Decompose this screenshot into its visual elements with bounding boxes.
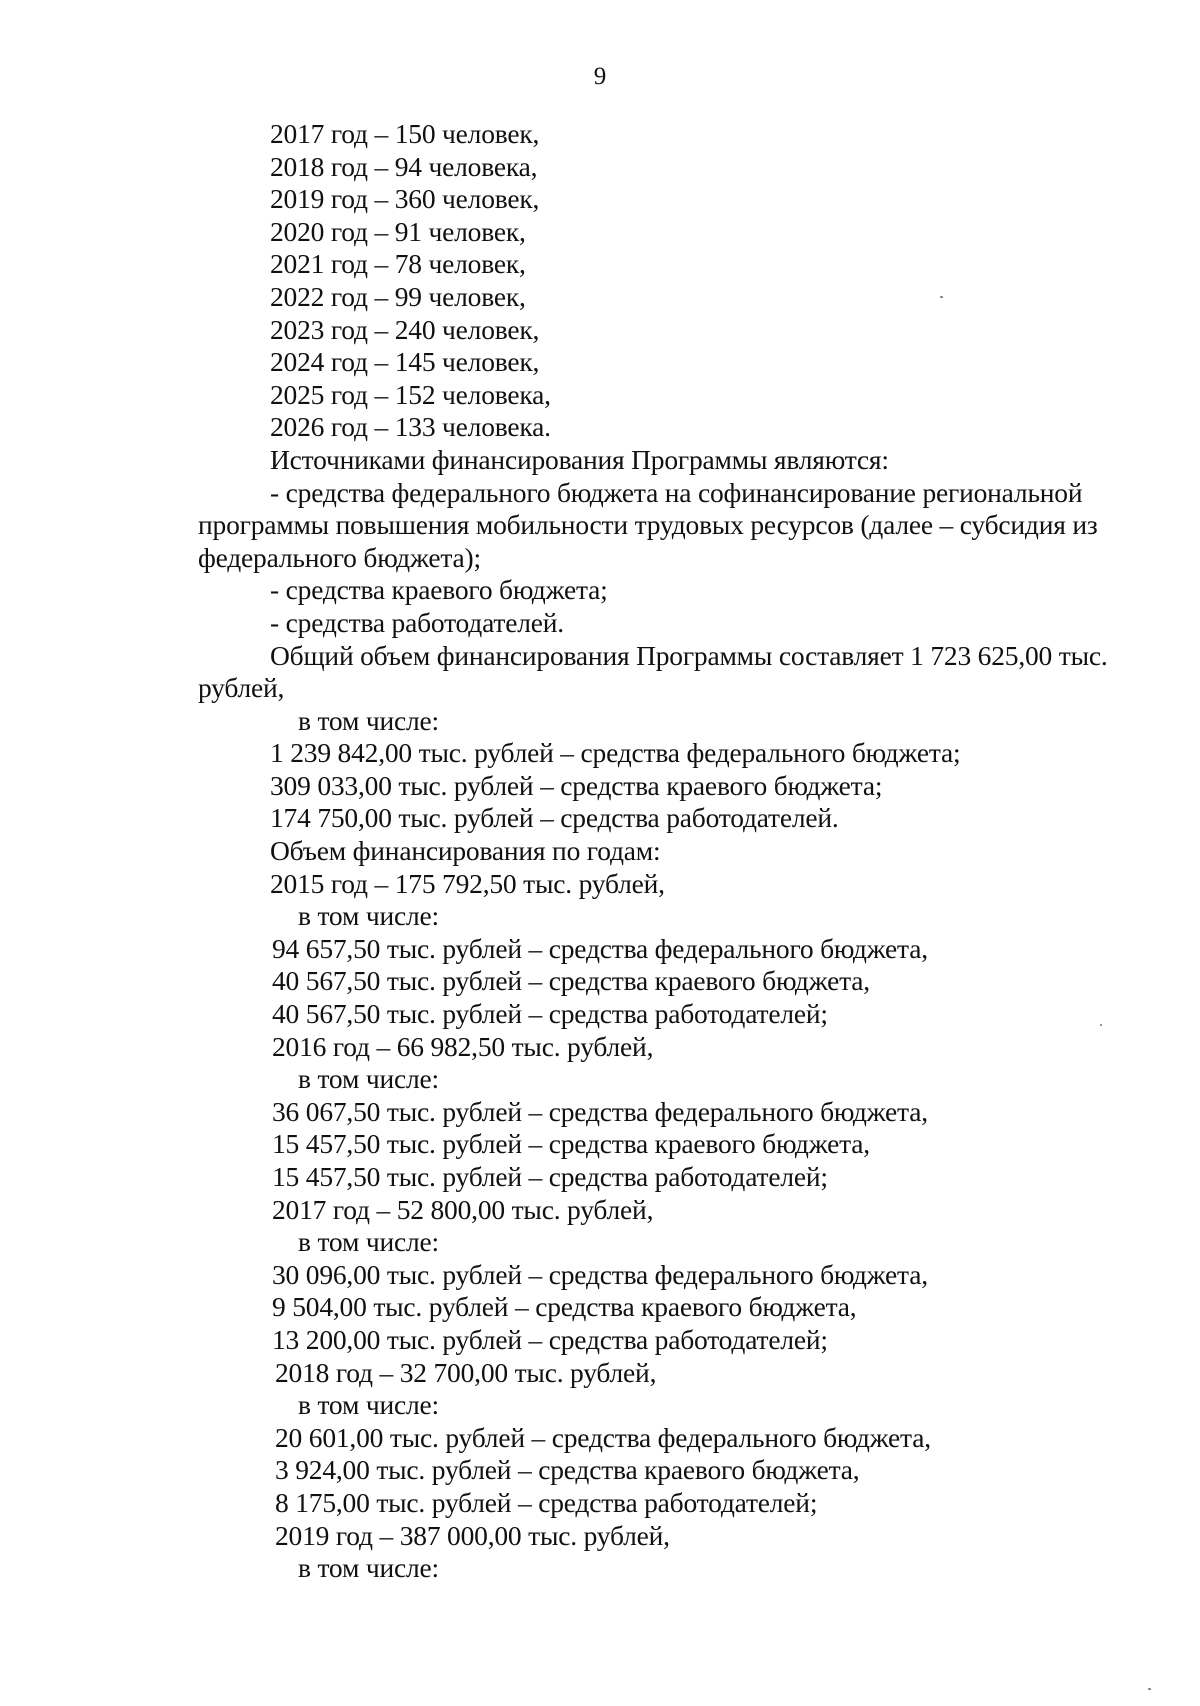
text-line: 2015 год – 175 792,50 тыс. рублей, [270, 867, 665, 899]
text-line: в том числе: [298, 1063, 439, 1095]
text-line: - средства работодателей. [270, 606, 564, 638]
text-line: рублей, [198, 672, 285, 704]
text-line: 2016 год – 66 982,50 тыс. рублей, [272, 1030, 654, 1062]
text-line: в том числе: [298, 1552, 439, 1584]
text-line: 94 657,50 тыс. рублей – средства федерального бюджета, [272, 932, 928, 964]
scan-speck [1100, 1024, 1102, 1026]
text-line: в том числе: [298, 900, 439, 932]
text-line: в том числе: [298, 704, 439, 736]
text-line: 20 601,00 тыс. рублей – средства федерального бюджета, [275, 1421, 931, 1453]
text-line: - средства краевого бюджета; [270, 574, 608, 606]
text-line: федерального бюджета); [198, 541, 481, 573]
text-line: программы повышения мобильности трудовых ресурсов (далее – субсидия из [198, 509, 1098, 541]
text-line: 40 567,50 тыс. рублей – средства работодателей; [272, 998, 828, 1030]
text-line: 1 239 842,00 тыс. рублей – средства федерального бюджета; [270, 737, 961, 769]
text-line: 2025 год – 152 человека, [270, 378, 551, 410]
text-line: 3 924,00 тыс. рублей – средства краевого бюджета, [275, 1454, 860, 1486]
text-line: - средства федерального бюджета на софинансирование региональной [270, 476, 1083, 508]
page-number: 9 [593, 63, 607, 90]
text-line: 2022 год – 99 человек, [270, 280, 526, 312]
text-line: 13 200,00 тыс. рублей – средства работодателей; [272, 1323, 828, 1355]
text-line: 2018 год – 94 человека, [270, 150, 538, 182]
text-line: в том числе: [298, 1226, 439, 1258]
text-line: 2019 год – 387 000,00 тыс. рублей, [275, 1519, 670, 1551]
text-line: Источниками финансирования Программы являются: [270, 443, 889, 475]
text-line: 2021 год – 78 человек, [270, 248, 526, 280]
text-line: 2019 год – 360 человек, [270, 183, 540, 215]
text-line: 2026 год – 133 человека. [270, 411, 551, 443]
text-line: 15 457,50 тыс. рублей – средства краевого бюджета, [272, 1128, 870, 1160]
text-line: 30 096,00 тыс. рублей – средства федерального бюджета, [272, 1258, 928, 1290]
text-line: 40 567,50 тыс. рублей – средства краевого бюджета, [272, 965, 870, 997]
text-line: 2024 год – 145 человек, [270, 346, 540, 378]
text-line: 36 067,50 тыс. рублей – средства федерального бюджета, [272, 1095, 928, 1127]
text-line: 9 504,00 тыс. рублей – средства краевого бюджета, [272, 1291, 857, 1323]
text-line: 2023 год – 240 человек, [270, 313, 540, 345]
scan-speck [1148, 1688, 1151, 1690]
text-line: 2017 год – 52 800,00 тыс. рублей, [272, 1193, 654, 1225]
text-line: 174 750,00 тыс. рублей – средства работодателей. [270, 802, 839, 834]
text-line: в том числе: [298, 1389, 439, 1421]
text-line: 2017 год – 150 человек, [270, 118, 540, 149]
text-line: 2018 год – 32 700,00 тыс. рублей, [275, 1356, 657, 1388]
text-line: Общий объем финансирования Программы составляет 1 723 625,00 тыс. [270, 639, 1108, 671]
text-line: Объем финансирования по годам: [270, 835, 661, 867]
document-body [0, 118, 1200, 1585]
text-line: 309 033,00 тыс. рублей – средства краевого бюджета; [270, 769, 883, 801]
text-line: 15 457,50 тыс. рублей – средства работодателей; [272, 1161, 828, 1192]
text-line: 2020 год – 91 человек, [270, 215, 526, 247]
text-line: 8 175,00 тыс. рублей – средства работодателей; [275, 1486, 818, 1518]
scan-speck [940, 296, 943, 298]
